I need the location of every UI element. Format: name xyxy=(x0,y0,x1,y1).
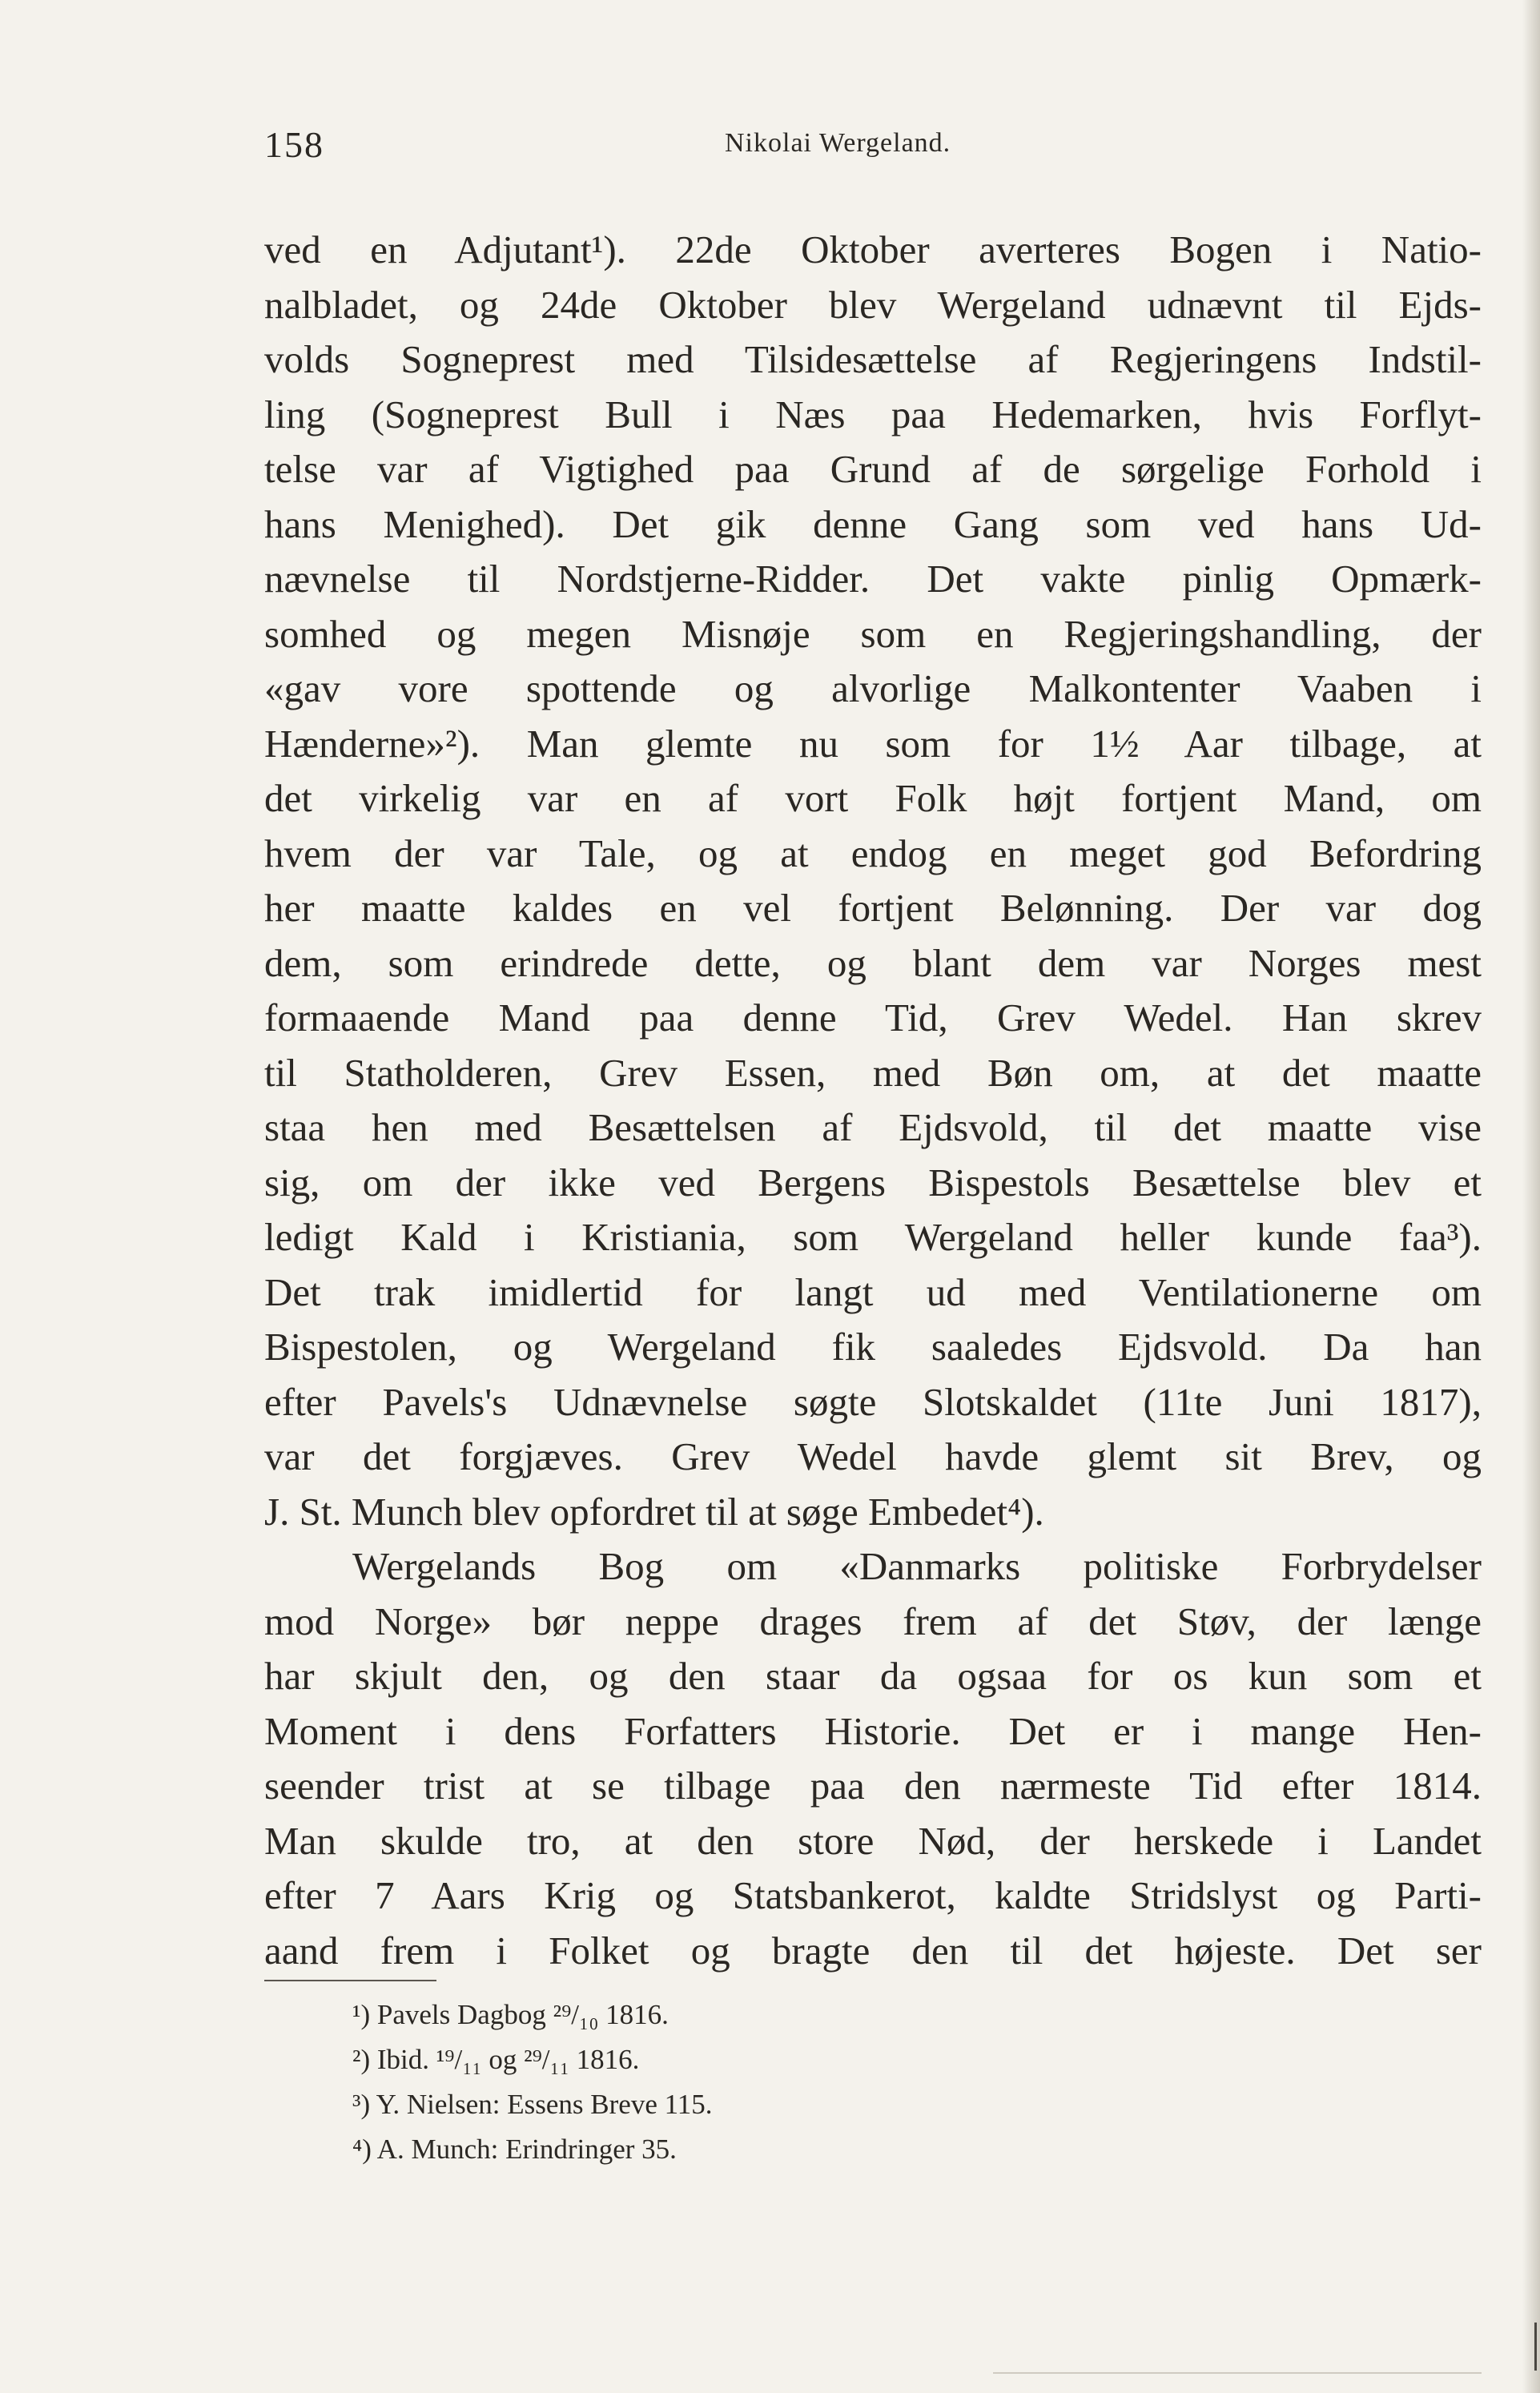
footnotes xyxy=(352,1993,1073,2172)
text-line: «gav vore spottende og alvorlige Malkontenter Vaaben i xyxy=(264,666,1482,710)
footnote-4: ⁴) A. Munch: Erindringer 35. xyxy=(352,2134,677,2165)
text-line: formaaende Mand paa denne Tid, Grev Wedel. Han skrev xyxy=(264,995,1482,1040)
page-edge-mark xyxy=(1534,2323,1537,2371)
text-line: staa hen med Besættelsen af Ejdsvold, til det maatte vise xyxy=(264,1105,1482,1149)
text-line: Hænderne»²). Man glemte nu som for 1½ Aar tilbage, at xyxy=(264,721,1482,766)
text-line: efter Pavels's Udnævnelse søgte Slotskaldet (11te Juni 1817), xyxy=(264,1379,1482,1424)
text-line: somhed og megen Misnøje som en Regjeringshandling, der xyxy=(264,611,1482,656)
body-text xyxy=(264,223,1482,1978)
text-line: seender trist at se tilbage paa den nærmeste Tid efter 1814. xyxy=(264,1764,1482,1808)
running-head xyxy=(264,112,1482,168)
footnote-3: ³) Y. Nielsen: Essens Breve 115. xyxy=(352,2089,713,2120)
text-line: volds Sogneprest med Tilsidesættelse af Regjeringens Indstil- xyxy=(264,337,1482,381)
text-line: nalbladet, og 24de Oktober blev Wergeland udnævnt til Ejds- xyxy=(264,282,1482,327)
text-line: nævnelse til Nordstjerne-Ridder. Det vakte pinlig Opmærk- xyxy=(264,557,1482,601)
paragraph-start-line: Wergelands Bog om «Danmarks politiske Forbrydelser xyxy=(352,1544,1482,1588)
text-line: ling (Sogneprest Bull i Næs paa Hedemarken, hvis Forflyt- xyxy=(264,392,1482,436)
text-line: Moment i dens Forfatters Historie. Det er i mange Hen- xyxy=(264,1708,1482,1753)
text-line: mod Norge» bør neppe drages frem af det Støv, der længe xyxy=(264,1599,1482,1643)
text-line: Det trak imidlertid for langt ud med Ventilationerne om xyxy=(264,1269,1482,1314)
text-line: til Statholderen, Grev Essen, med Bøn om, at det maatte xyxy=(264,1050,1482,1095)
text-line: hvem der var Tale, og at endog en meget god Befordring xyxy=(264,831,1482,875)
text-line: sig, om der ikke ved Bergens Bispestols Besættelse blev et xyxy=(264,1160,1482,1205)
bottom-edge-mark xyxy=(993,2372,1482,2374)
text-line: har skjult den, og den staar da ogsaa for os kun som et xyxy=(264,1654,1482,1698)
footnote-1: ¹) Pavels Dagbog ²⁹/₁₀ 1816. xyxy=(352,1999,669,2030)
text-line: telse var af Vigtighed paa Grund af de sørgelige Forhold i xyxy=(264,447,1482,491)
running-title: Nikolai Wergeland. xyxy=(725,128,951,158)
footnote-divider xyxy=(264,1980,436,1981)
page-edge xyxy=(1522,0,1540,2393)
paragraph-end-line: J. St. Munch blev opfordret til at søge Embedet⁴). xyxy=(264,1489,1044,1534)
text-line: hans Menighed). Det gik denne Gang som ved hans Ud- xyxy=(264,501,1482,546)
text-line: efter 7 Aars Krig og Statsbankerot, kaldte Stridslyst og Parti- xyxy=(264,1873,1482,1917)
text-line: dem, som erindrede dette, og blant dem var Norges mest xyxy=(264,940,1482,985)
text-line: her maatte kaldes en vel fortjent Belønning. Der var dog xyxy=(264,886,1482,930)
text-line: det virkelig var en af vort Folk højt fortjent Mand, om xyxy=(264,776,1482,820)
text-line: var det forgjæves. Grev Wedel havde glemt sit Brev, og xyxy=(264,1434,1482,1478)
text-line: ved en Adjutant¹). 22de Oktober averteres Bogen i Natio- xyxy=(264,227,1482,271)
footnote-2: ²) Ibid. ¹⁹/₁₁ og ²⁹/₁₁ 1816. xyxy=(352,2044,640,2075)
text-line: ledigt Kald i Kristiania, som Wergeland heller kunde faa³). xyxy=(264,1215,1482,1259)
page-number: 158 xyxy=(264,124,324,165)
text-line: Man skulde tro, at den store Nød, der herskede i Landet xyxy=(264,1818,1482,1863)
text-line: aand frem i Folket og bragte den til det højeste. Det ser xyxy=(264,1928,1482,1973)
text-line: Bispestolen, og Wergeland fik saaledes Ejdsvold. Da han xyxy=(264,1325,1482,1369)
